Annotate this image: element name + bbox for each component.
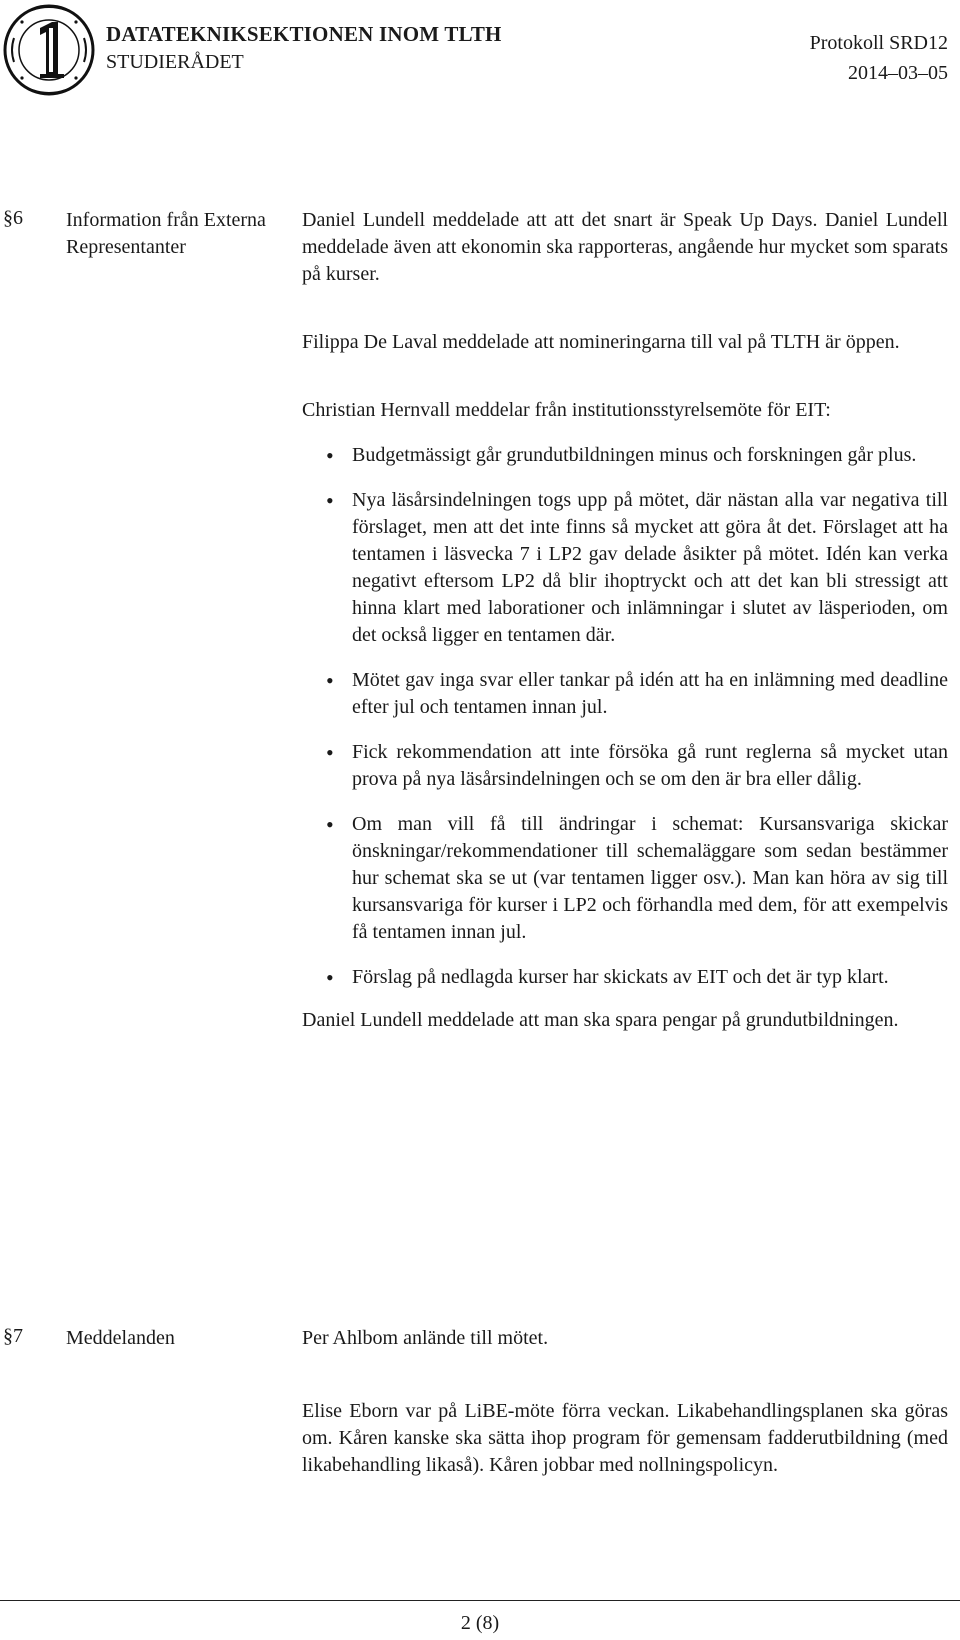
section-6-content [302,207,948,1034]
section-7-content [302,1325,948,1479]
section-6-title: Information från Externa Representanter [66,209,266,258]
section-6-number: §6 [3,207,23,229]
section-7-number: §7 [3,1325,23,1347]
list-item: • Om man vill få till ändringar i schemat: Kursansvariga skickar önskningar/rekommendationer till schemaläggare som sedan bestämmer hur schemat ska se ut (var tentamen ligger osv.). Man kan höra av sig till kursansvariga för kurser i LP2 och förhandla med dem, för att exempelvis få tentamen innan jul. [302,811,948,946]
protocol-date: 2014–03–05 [848,62,948,84]
page-number: 2 (8) [460,1612,500,1634]
section-logo [2,2,96,98]
organization-subtitle: STUDIERÅDET [106,51,244,73]
section-6-paragraph: Christian Hernvall meddelar från institutionsstyrelsemöte för EIT: [302,399,831,421]
datateknik-seal-icon [2,2,96,98]
list-item: • Budgetmässigt går grundutbildningen minus och forskningen går plus. [302,442,948,469]
eit-bullet-list [302,442,948,991]
section-6-paragraph: Filippa De Laval meddelade att nomineringarna till val på TLTH är öppen. [302,331,900,353]
section-7-paragraph: Elise Eborn var på LiBE-möte förra veckan. Likabehandlingsplanen ska göras om. Kåren kanske ska sätta ihop program för gemensam fadderutbildning (med likabehandling likaså). Kåren jobbar med nollningspolicyn. [302,1400,948,1476]
page-header [0,0,960,100]
list-item: • Nya läsårsindelningen togs upp på mötet, där nästan alla var negativa till förslaget, men att det inte finns så mycket att göra åt det. Förslaget att ha tentamen i läsvecka 7 i LP2 gav delade åsikter på mötet. Idén kan verka negativt eftersom LP2 då blir ihoptryckt och att det kan bli stressigt att hinna klart med laborationer och inlämningar i slutet av läsperioden, om det också ligger en tentamen där. [302,487,948,649]
organization-block [106,20,502,76]
section-6-paragraph: Daniel Lundell meddelade att att det snart är Speak Up Days. Daniel Lundell meddelade även att ekonomin ska rapporteras, angående hur mycket som sparats på kurser. [302,209,948,285]
list-item: • Mötet gav inga svar eller tankar på idén att ha en inlämning med deadline efter jul och tentamen innan jul. [302,667,948,721]
protocol-title: Protokoll SRD12 [809,32,948,54]
section-7-title: Meddelanden [66,1327,175,1349]
protocol-block [810,28,948,88]
list-item: • Förslag på nedlagda kurser har skickats av EIT och det är typ klart. [302,964,948,991]
list-item: • Fick rekommendation att inte försöka gå runt reglerna så mycket utan prova på nya läsårsindelningen och se om den är bra eller dålig. [302,739,948,793]
footer-divider [0,1600,960,1601]
section-7-paragraph: Per Ahlbom anlände till mötet. [302,1327,549,1349]
organization-name: DATATEKNIKSEKTIONEN INOM TLTH [106,22,502,46]
section-6-paragraph: Daniel Lundell meddelade att man ska spara pengar på grundutbildningen. [302,1009,899,1031]
